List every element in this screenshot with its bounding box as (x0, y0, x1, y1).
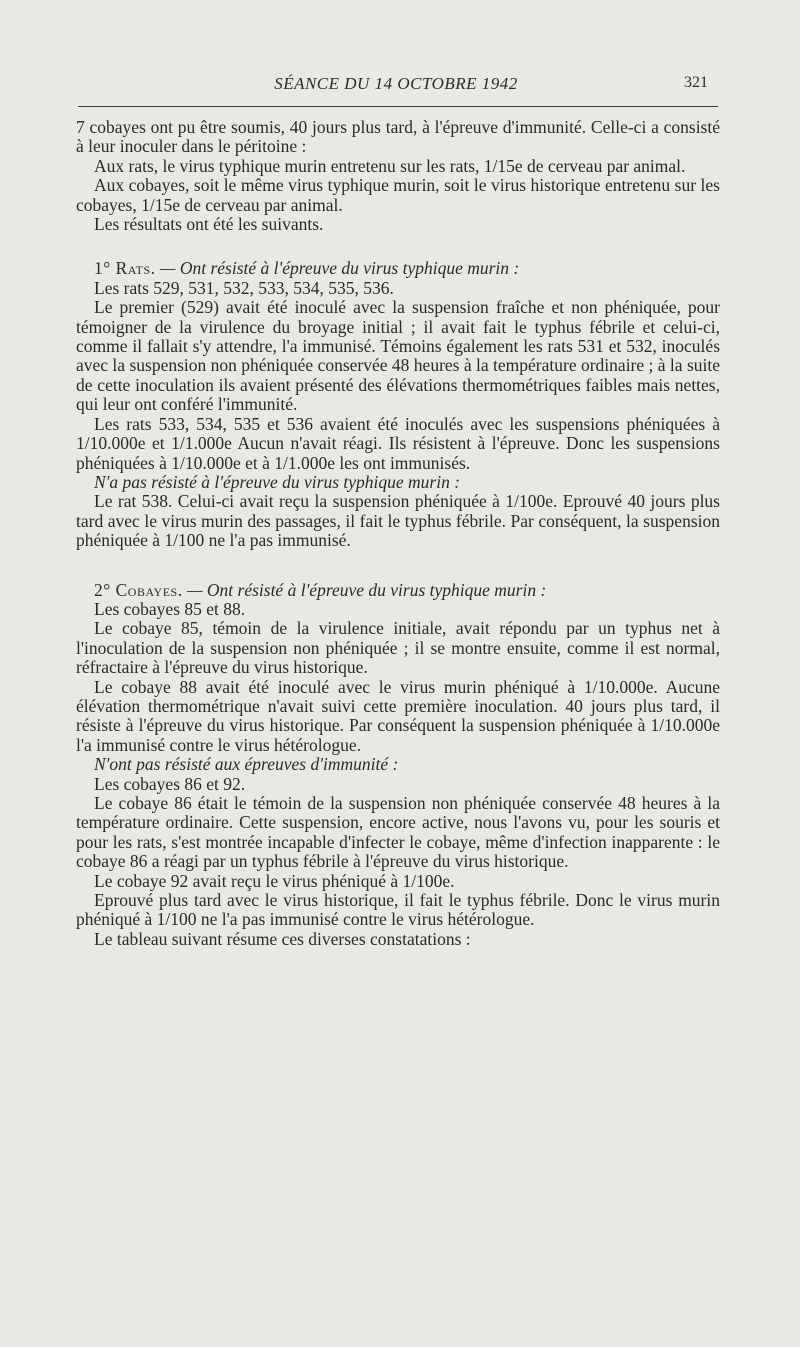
section-heading-rats (76, 259, 720, 278)
paragraph: 7 cobayes ont pu être soumis, 40 jours plus tard, à l'épreuve d'immunité. Celle-ci a consisté à leur inoculer dans le péritoine : (76, 117, 720, 157)
paragraph: Aux rats, le virus typhique murin entretenu sur les rats, 1/15e de cerveau par animal. (94, 155, 686, 176)
subheading: N'a pas résisté à l'épreuve du virus typhique murin : (94, 471, 461, 492)
paragraph: Aux cobayes, soit le même virus typhique murin, soit le virus historique entretenu sur les cobayes, 1/15e de cerveau par animal. (76, 175, 720, 215)
paragraph: Le cobaye 88 avait été inoculé avec le virus murin phéniqué à 1/10.000e. Aucune élévation thermométrique n'avait suivi cette première inoculation. 40 jours plus tard, il résiste à l'épreuve du virus historique. Par conséquent la suspension phéniquée à 1/10.000e l'a immunisé contre le virus hétérologue. (76, 676, 720, 755)
section-heading-text: — Ont résisté à l'épreuve du virus typhique murin : (186, 579, 547, 600)
paragraph: Le premier (529) avait été inoculé avec la suspension fraîche et non phéniquée, pour témoigner de la virulence du broyage initial ; il avait fait le typhus fébrile et celui-ci, comme il fallait s'y attendre, l'a immunisé. Témoins également les rats 531 et 532, inoculés avec la suspension non phéniquée conservée 48 heures à la température ordinaire ; à la suite de cette inoculation ils avaient présenté des élévations thermométriques faibles mais nettes, qui leur ont conféré l'immunité. (76, 297, 720, 415)
paragraph: Les résultats ont été les suivants. (94, 214, 324, 235)
section-heading-cobayes (76, 581, 720, 600)
section-heading-text: — Ont résisté à l'épreuve du virus typhique murin : (159, 258, 520, 279)
paragraph: Les rats 529, 531, 532, 533, 534, 535, 536. (94, 277, 394, 298)
subheading: N'ont pas résisté aux épreuves d'immunité : (94, 754, 399, 775)
page-number: 321 (684, 74, 708, 91)
paragraph: Le cobaye 86 était le témoin de la suspension non phéniquée conservée 48 heures à la température ordinaire. Cette suspension, encore active, nous l'avons vu, pour les souris et pour les rats, s'est montrée incapable d'infecter le cobaye, même d'infection inapparente : le cobaye 86 a réagi par un typhus fébrile à l'épreuve du virus historique. (76, 793, 720, 872)
running-title: SÉANCE DU 14 OCTOBRE 1942 (274, 74, 518, 93)
paragraph: Les rats 533, 534, 535 et 536 avaient été inoculés avec les suspensions phéniquées à 1/10.000e et 1/1.000e Aucun n'avait réagi. Ils résistent à l'épreuve. Donc les suspensions phéniquées à 1/10.000e et à 1/1.000e les ont immunisés. (76, 413, 720, 473)
paragraph: Les cobayes 86 et 92. (94, 773, 246, 794)
paragraph: Le cobaye 85, témoin de la virulence initiale, avait répondu par un typhus net à l'inoculation de la suspension non phéniquée ; il se montre ensuite, comme il est normal, réfractaire à l'épreuve du virus historique. (76, 618, 720, 678)
body-text (76, 118, 720, 949)
section-label: 1° Rats. (94, 258, 156, 279)
paragraph: Les cobayes 85 et 88. (94, 598, 246, 619)
paragraph: Le rat 538. Celui-ci avait reçu la suspension phéniquée à 1/100e. Eprouvé 40 jours plus tard avec le virus murin des passages, il fait le typhus fébrile. Par conséquent, la suspension phéniquée à 1/100 ne l'a pas immunisé. (76, 491, 720, 551)
paragraph: Le tableau suivant résume ces diverses constatations : (94, 928, 471, 949)
page-header (76, 74, 716, 102)
paragraph: Le cobaye 92 avait reçu le virus phéniqué à 1/100e. (94, 870, 455, 891)
paragraph: Eprouvé plus tard avec le virus historique, il fait le typhus fébrile. Donc le virus murin phéniqué à 1/100 ne l'a pas immunisé contre le virus hétérologue. (76, 890, 720, 930)
header-rule (78, 106, 718, 107)
section-label: 2° Cobayes. (94, 579, 183, 600)
